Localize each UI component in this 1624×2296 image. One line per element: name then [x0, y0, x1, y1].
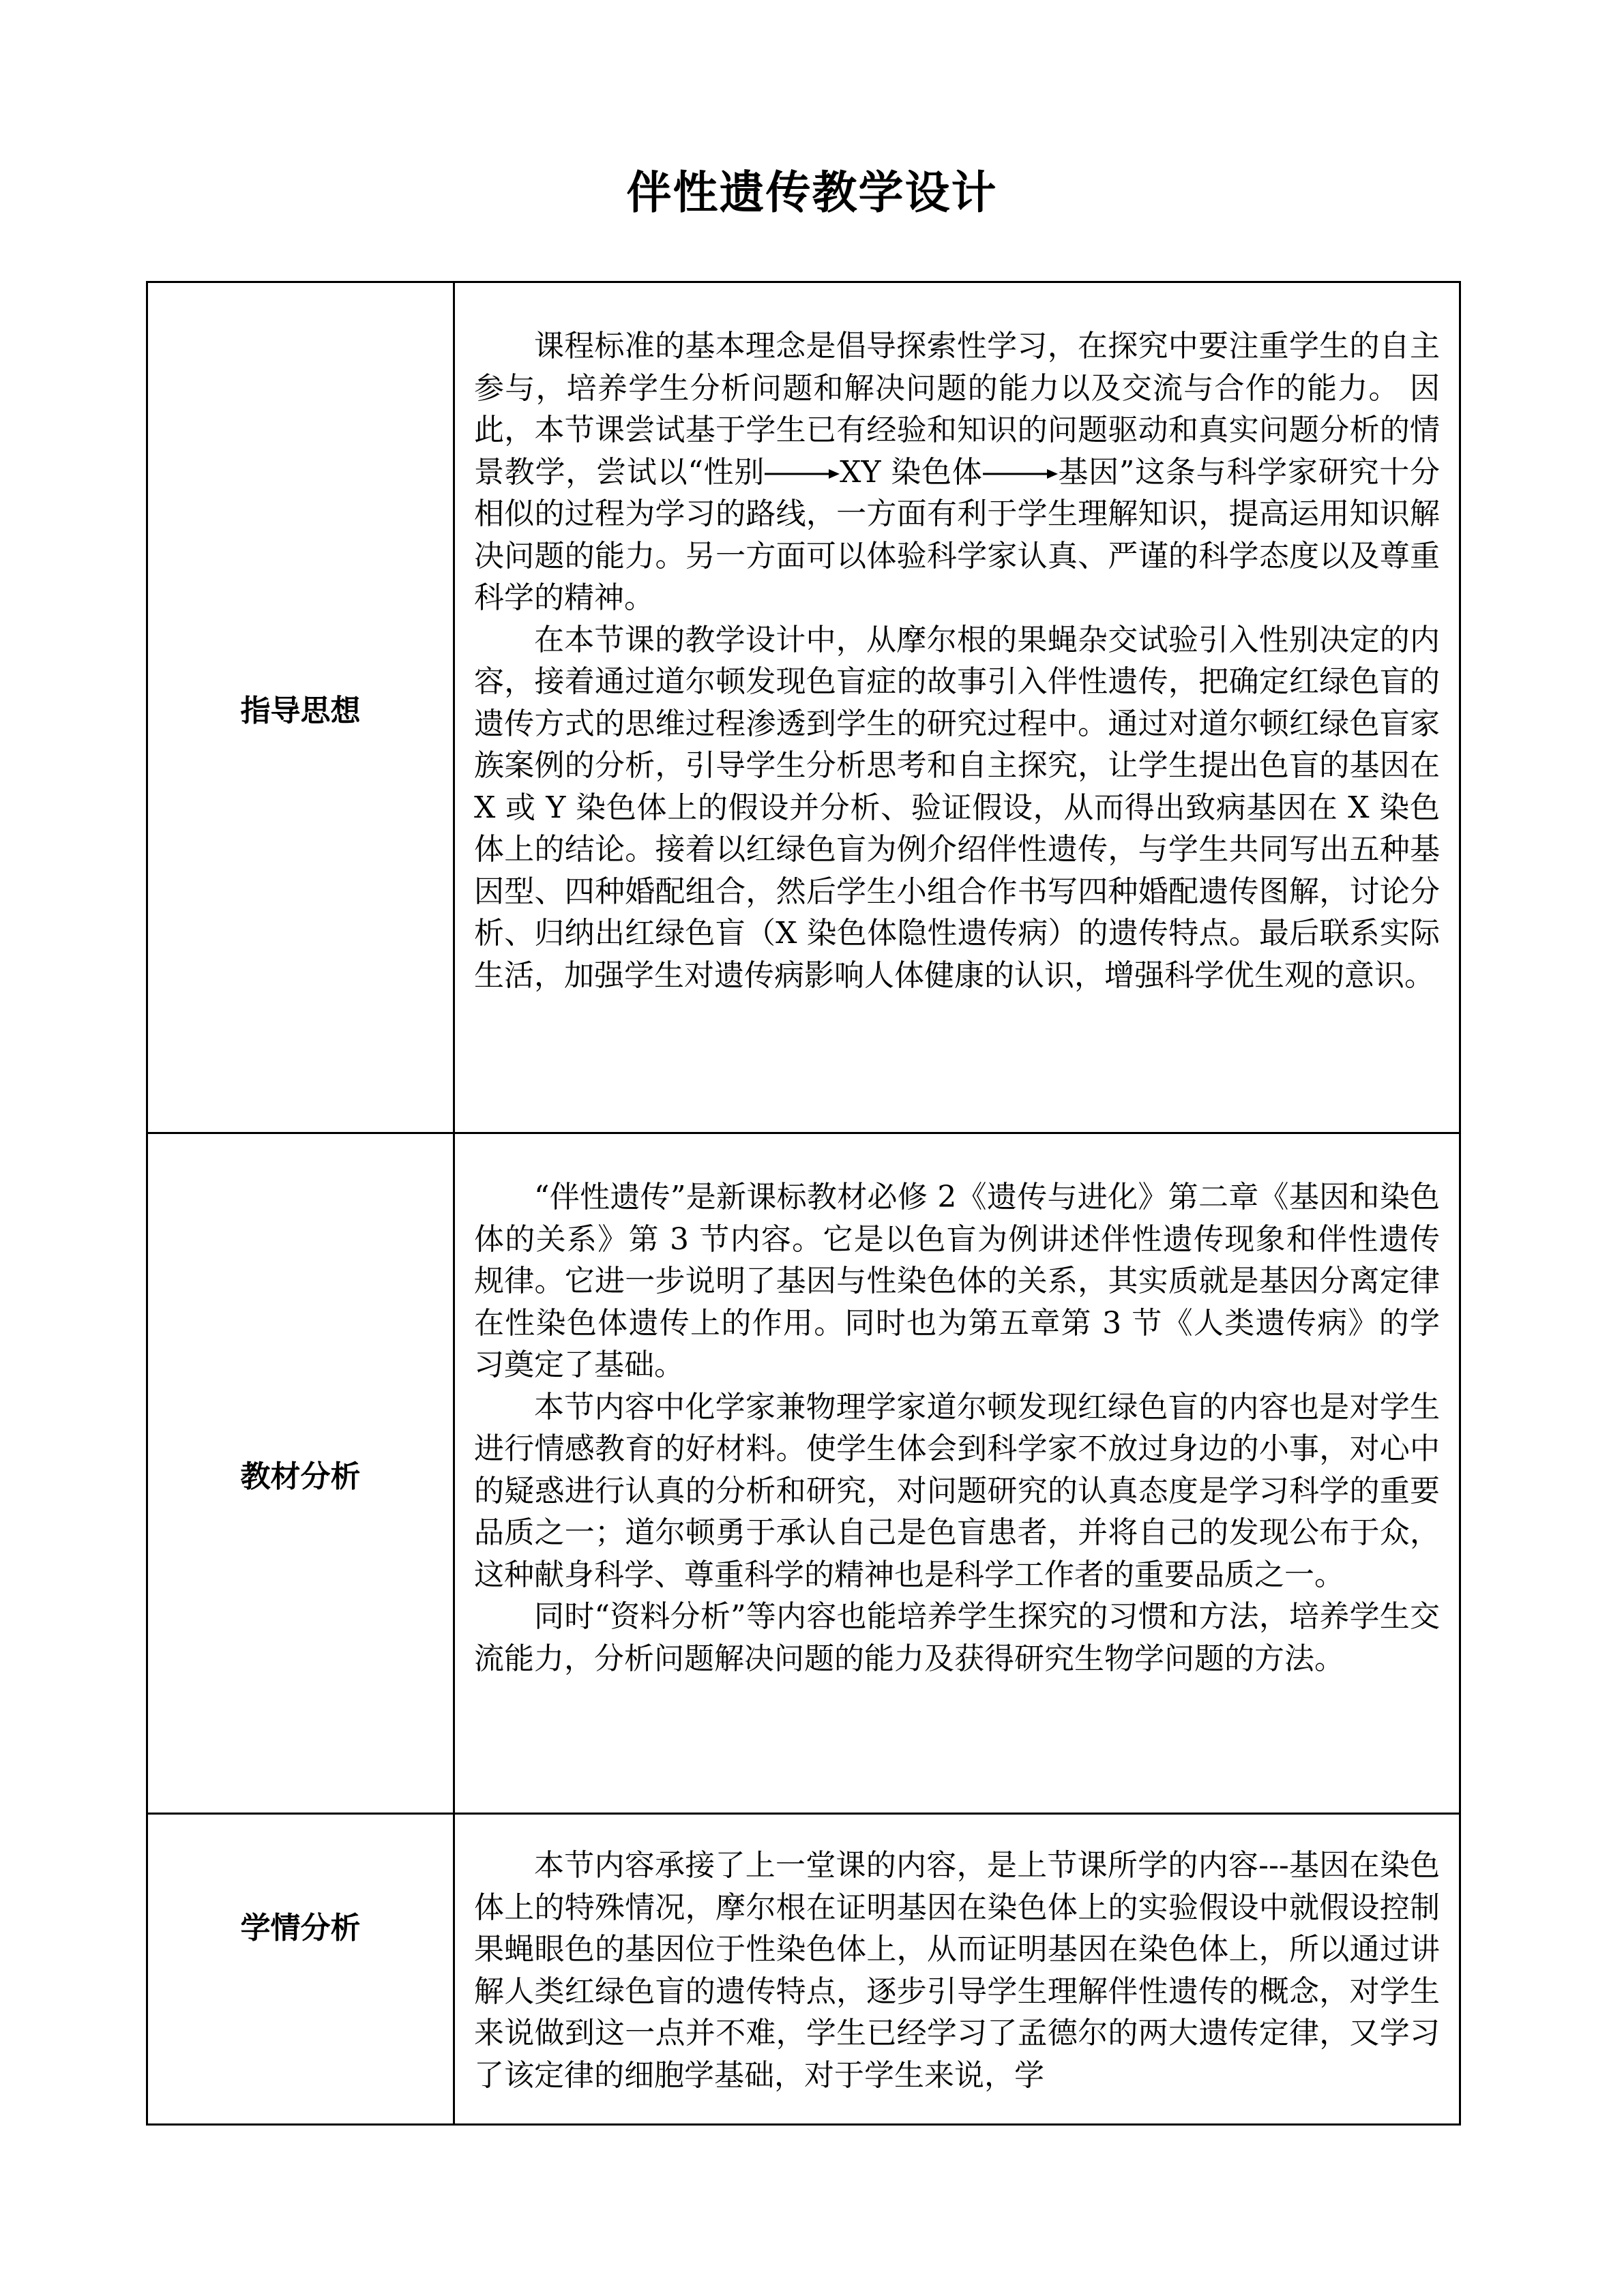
row-content-guiding-idea: [454, 282, 1460, 1133]
paragraph: 同时“资料分析”等内容也能培养学生探究的习惯和方法，培养学生交流能力，分析问题解决问题的能力及获得研究生物学问题的方法。: [474, 1599, 1440, 1676]
paragraph-text: XY 染色体: [840, 454, 983, 490]
paragraph: 本节内容承接了上一堂课的内容，是上节课所学的内容---基因在染色体上的特殊情况，摩尔根在证明基因在染色体上的实验假设中就假设控制果蝇眼色的基因位于性染色体上，从而证明基因在染色体上，所以通过讲解人类红绿色盲的遗传特点，逐步引导学生理解伴性遗传的概念，对学生来说做到这一点并不难，学生已经学习了孟德尔的两大遗传定律，又学习了该定律的细胞学基础，对于学生来说，学: [474, 1848, 1440, 2093]
paragraph: “伴性遗传”是新课标教材必修 2《遗传与进化》第二章《基因和染色体的关系》第 3 节内容。它是以色盲为例讲述伴性遗传现象和伴性遗传规律。它进一步说明了基因与性染色体的关系，其实质就是基因分离定律在性染色体遗传上的作用。同时也为第五章第 3 节《人类遗传病》的学习奠定了基础。: [474, 1180, 1440, 1382]
row-content-textbook-analysis: [454, 1133, 1460, 1814]
row-label-guiding-idea: 指导思想: [147, 282, 454, 1133]
paragraph: 本节内容中化学家兼物理学家道尔顿发现红绿色盲的内容也是对学生进行情感教育的好材料。使学生体会到科学家不放过身边的小事，对心中的疑惑进行认真的分析和研究，对问题研究的认真态度是学习科学的重要品质之一；道尔顿勇于承认自己是色盲患者，并将自己的发现公布于众，这种献身科学、尊重科学的精神也是科学工作者的重要品质之一。: [474, 1389, 1440, 1592]
lesson-plan-table: [146, 281, 1461, 2126]
row-label-textbook-analysis: 教材分析: [147, 1133, 454, 1814]
row-content-student-analysis: [454, 1814, 1460, 2125]
paragraph: [474, 325, 1440, 619]
row-label-student-analysis: 学情分析: [147, 1814, 454, 2125]
paragraph-text: 课程标准的基本理念是倡导探索性学习，在探究中要注重学生的自主参与，培养学生分析问题和解决问题的能力以及交流与合作的能力。 因此，本节课尝试基于学生已有经验和知识的问题驱动和真实问题分析的情景教学，尝试以“性别: [474, 329, 1440, 490]
paragraph-text: 基因”这条与科学家研究十分相似的过程为学习的路线，一方面有利于学生理解知识，提高运用知识解决问题的能力。另一方面可以体验科学家认真、严谨的科学态度以及尊重科学的精神。: [474, 454, 1440, 615]
table-row-textbook-analysis: [147, 1133, 1460, 1814]
paragraph: 在本节课的教学设计中，从摩尔根的果蝇杂交试验引入性别决定的内容，接着通过道尔顿发现色盲症的故事引入伴性遗传，把确定红绿色盲的遗传方式的思维过程渗透到学生的研究过程中。通过对道尔顿红绿色盲家族案例的分析，引导学生分析思考和自主探究，让学生提出色盲的基因在 X 或 Y 染色体上的假设并分析、验证假设，从而得出致病基因在 X 染色体上的结论。接着以红绿色盲为例介绍伴性遗传，与学生共同写出五种基因型、四种婚配组合，然后学生小组合作书写四种婚配遗传图解，讨论分析、归纳出红绿色盲（X 染色体隐性遗传病）的遗传特点。最后联系实际生活，加强学生对遗传病影响人体健康的认识，增强科学优生观的意识。: [474, 622, 1440, 993]
arrow-right-icon: [765, 467, 840, 481]
table-row-student-analysis: [147, 1814, 1460, 2125]
arrow-right-icon: [983, 467, 1058, 481]
table-row-guiding-idea: [147, 282, 1460, 1133]
page-title: 伴性遗传教学设计: [626, 166, 998, 219]
